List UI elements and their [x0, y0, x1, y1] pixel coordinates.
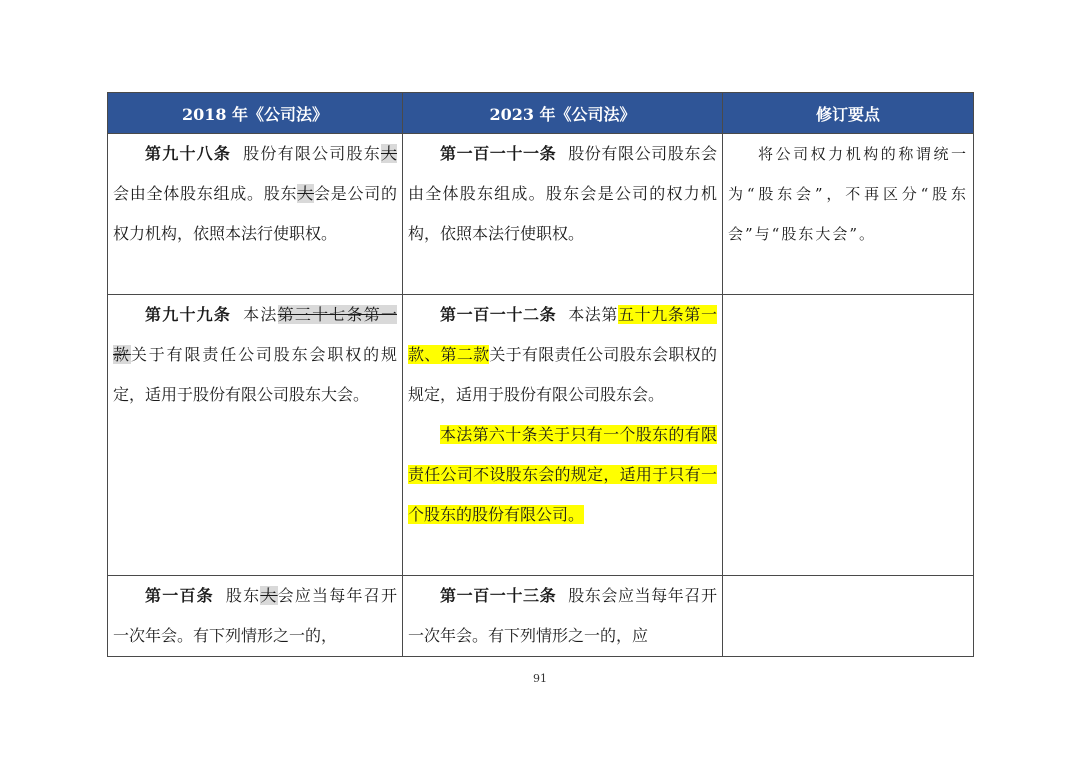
- deleted-text: 大: [297, 184, 314, 203]
- text-run: 本法第: [568, 305, 618, 324]
- revision-note-cell: [723, 134, 974, 295]
- revision-note-cell: [723, 576, 974, 657]
- text-run: 关于有限责任公司股东会职权的规定，适用于股份有限公司股东大会。: [113, 345, 397, 404]
- text-run: 本法: [243, 305, 278, 324]
- comparison-table: [107, 92, 974, 657]
- old-law-text: [113, 295, 397, 415]
- deleted-text: 大: [260, 586, 278, 605]
- text-run: 关于有限责任公司股东会职权的规定，适用于股份有限公司股东会。: [408, 345, 717, 404]
- new-law-cell: [403, 576, 723, 657]
- text-run: 会应当每年召开一次年会。有下列情形之一的，: [113, 586, 397, 645]
- text-run: 会由全体股东组成。股东: [113, 184, 298, 203]
- deleted-text: 第三十七条第一款: [113, 305, 397, 364]
- text-run: 股东: [225, 586, 261, 605]
- header-notes: 修订要点: [723, 93, 974, 134]
- text-run: 股份有限公司股东: [243, 144, 381, 163]
- header-2018: 2018 年《公司法》: [108, 93, 403, 134]
- new-law-text: [408, 576, 717, 656]
- table-row: [108, 134, 974, 295]
- article-number: 第一百一十二条: [440, 305, 557, 324]
- page-number: 91: [533, 672, 547, 685]
- new-law-text: [408, 295, 717, 415]
- article-number: 第一百条: [145, 586, 214, 605]
- new-law-paragraph-2: [408, 415, 717, 535]
- deleted-text: 大: [380, 144, 397, 163]
- old-law-cell: [108, 295, 403, 576]
- new-law-text: [408, 134, 717, 254]
- text-run: 股份有限公司股东会由全体股东组成。股东会是公司的权力机构，依照本法行使职权。: [408, 144, 717, 243]
- article-number: 第九十八条: [145, 144, 232, 163]
- old-law-cell: [108, 134, 403, 295]
- old-law-cell: [108, 576, 403, 657]
- added-text: 五十九条第一款、第二款: [408, 305, 717, 364]
- table-row: [108, 295, 974, 576]
- old-law-text: [113, 576, 397, 656]
- revision-note: 将公司权力机构的称谓统一为“股东会”，不再区分“股东会”与“股东大会”。: [728, 145, 968, 243]
- added-text: 本法第六十条关于只有一个股东的有限责任公司不设股东会的规定，适用于只有一个股东的股份有限公司。: [408, 425, 717, 524]
- header-2023: 2023 年《公司法》: [403, 93, 723, 134]
- text-run: 会是公司的权力机构，依照本法行使职权。: [113, 184, 397, 243]
- old-law-text: [113, 134, 397, 254]
- new-law-cell: [403, 295, 723, 576]
- article-number: 第一百一十一条: [440, 144, 557, 163]
- revision-note-cell: [723, 295, 974, 576]
- article-number: 第九十九条: [145, 305, 232, 324]
- new-law-cell: [403, 134, 723, 295]
- article-number: 第一百一十三条: [440, 586, 557, 605]
- text-run: 股东会应当每年召开一次年会。有下列情形之一的，应: [408, 586, 717, 645]
- table-header-row: [108, 93, 974, 134]
- table-row: [108, 576, 974, 657]
